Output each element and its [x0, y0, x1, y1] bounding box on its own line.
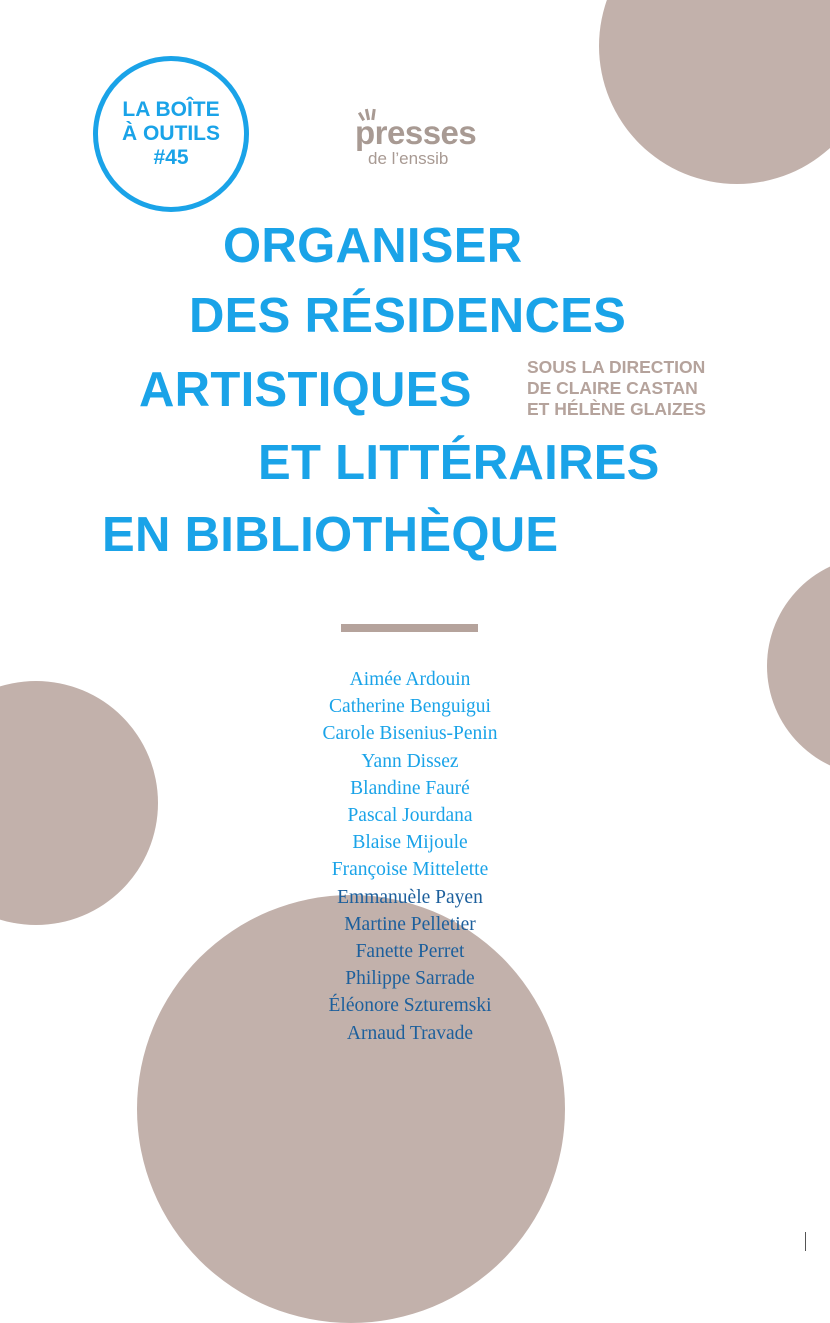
publisher-name: presses	[355, 114, 477, 151]
editors-line-3: ET HÉLÈNE GLAIZES	[527, 399, 706, 419]
contributor-name: Aimée Ardouin	[349, 669, 471, 690]
book-title-line-5: EN BIBLIOTHÈQUE	[102, 508, 559, 562]
contributor-name: Catherine Benguigui	[329, 696, 491, 718]
contributor-name: Martine Pelletier	[344, 913, 476, 935]
collection-line-2: À OUTILS	[122, 122, 220, 145]
contributor-name: Philippe Sarrade	[345, 968, 475, 990]
book-title-line-1: ORGANISER	[223, 219, 523, 273]
collection-badge	[93, 56, 249, 212]
editors-line-2: DE CLAIRE CASTAN	[527, 378, 698, 398]
divider	[341, 624, 478, 632]
contributor-name: Blandine Fauré	[350, 777, 470, 799]
crop-mark	[805, 1232, 806, 1251]
collection-line-1: LA BOÎTE	[122, 98, 220, 121]
contributor-name: Éléonore Szturemski	[328, 995, 492, 1017]
collection-number: #45	[153, 146, 189, 169]
contributors-list	[210, 666, 610, 1047]
editors-credit	[527, 357, 706, 420]
book-title-line-3: ARTISTIQUES	[139, 363, 472, 417]
book-title-line-4: ET LITTÉRAIRES	[258, 436, 660, 490]
contributor-name: Carole Bisenius-Penin	[322, 723, 498, 745]
decorative-circle-mid-right	[767, 556, 830, 776]
decorative-circle-left	[0, 681, 158, 925]
contributor-name: Fanette Perret	[355, 941, 465, 963]
book-title-line-2: DES RÉSIDENCES	[189, 289, 627, 343]
contributor-name: Pascal Jourdana	[347, 805, 473, 827]
contributor-name: Blaise Mijoule	[352, 832, 468, 854]
decorative-circle-top-right	[599, 0, 830, 184]
publisher-logo	[355, 108, 475, 170]
contributor-name: Yann Dissez	[361, 750, 459, 772]
contributor-name: Françoise Mittelette	[331, 859, 489, 881]
publisher-subtitle: de l’enssib	[368, 149, 449, 168]
editors-line-1: SOUS LA DIRECTION	[527, 357, 706, 377]
contributor-name: Arnaud Travade	[346, 1022, 474, 1044]
contributor-name: Emmanuèle Payen	[337, 886, 483, 908]
